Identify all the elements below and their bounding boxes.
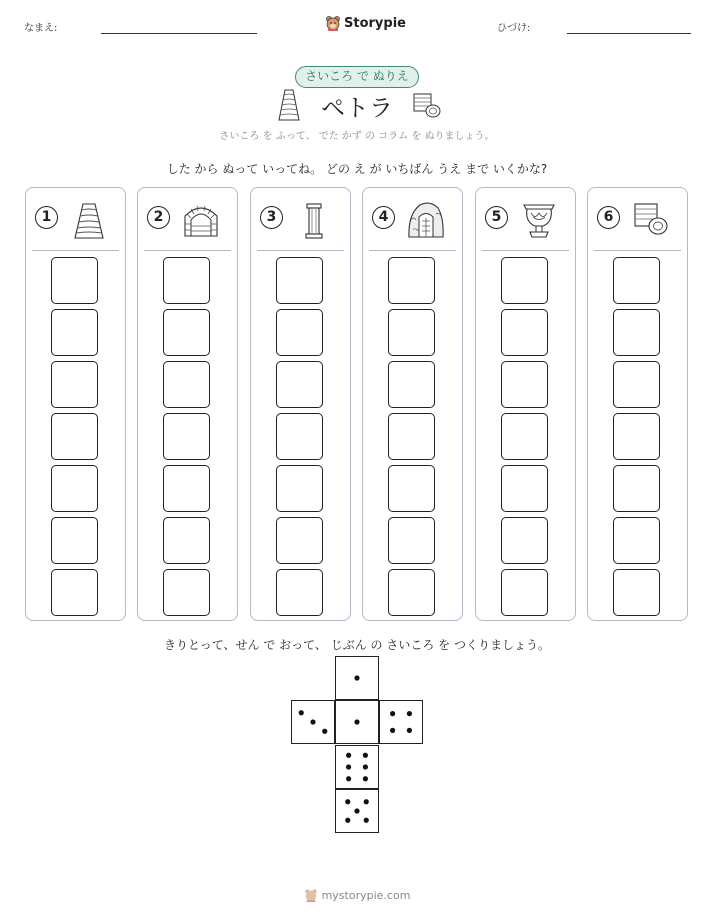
date-line[interactable]	[567, 33, 691, 34]
footer	[0, 888, 714, 902]
dice-pip	[346, 753, 351, 758]
dice-pip	[299, 710, 304, 715]
coloring-cell[interactable]	[51, 309, 98, 356]
dice-pip	[346, 776, 351, 781]
urn-icon	[519, 200, 559, 240]
coloring-cell[interactable]	[613, 413, 660, 460]
column-divider	[257, 250, 344, 251]
fallen-column-icon	[412, 92, 442, 120]
dice-face	[335, 789, 379, 833]
brand-logo	[325, 13, 406, 33]
coloring-cell[interactable]	[388, 569, 435, 616]
coloring-cell[interactable]	[613, 465, 660, 512]
bear-mascot-icon	[304, 888, 318, 902]
column-number: 2	[147, 206, 170, 229]
coloring-cell[interactable]	[276, 465, 323, 512]
column-number: 4	[372, 206, 395, 229]
coloring-cell[interactable]	[51, 465, 98, 512]
subtitle: さいころ を ふって、 でた かず の コラム を ぬりましょう。	[219, 131, 495, 142]
dice-pips-4	[380, 701, 422, 743]
dice-pip	[390, 728, 395, 733]
column-number: 3	[260, 206, 283, 229]
dice-pip	[363, 753, 368, 758]
dice-pip	[354, 719, 359, 724]
brand-name: Storypie	[344, 15, 406, 31]
dice-pip	[363, 764, 368, 769]
column-divider	[369, 250, 456, 251]
dice-pip	[345, 818, 350, 823]
coloring-cell[interactable]	[163, 257, 210, 304]
date-label: ひづけ:	[497, 23, 531, 34]
column-divider	[594, 250, 681, 251]
fallen-column-icon	[631, 200, 671, 240]
coloring-cell[interactable]	[613, 257, 660, 304]
dice-pip	[346, 764, 351, 769]
coloring-cell[interactable]	[501, 517, 548, 564]
dice-pip	[322, 729, 327, 734]
coloring-cell[interactable]	[501, 309, 548, 356]
dice-column-4	[362, 187, 463, 621]
column-number: 6	[597, 206, 620, 229]
dice-column-1	[25, 187, 126, 621]
coloring-cell[interactable]	[276, 309, 323, 356]
coloring-cell[interactable]	[163, 465, 210, 512]
instruction: した から ぬって いってね。 どの え が いちばん うえ まで いくかな?	[166, 162, 548, 176]
name-label: なまえ:	[24, 23, 58, 34]
coloring-cell[interactable]	[613, 517, 660, 564]
treasury-icon	[69, 200, 109, 240]
dice-pip	[354, 675, 359, 680]
arch-gate-icon	[181, 200, 221, 240]
dice-face	[335, 700, 379, 744]
coloring-cell[interactable]	[276, 413, 323, 460]
dice-pip	[310, 719, 315, 724]
dice-pips-1	[336, 701, 378, 743]
dice-face	[379, 700, 423, 744]
dice-pip	[345, 799, 350, 804]
dice-pips-6	[336, 746, 378, 788]
column-number: 1	[35, 206, 58, 229]
dice-pip	[363, 776, 368, 781]
dice-pips-3	[292, 701, 334, 743]
column-number: 5	[485, 206, 508, 229]
bear-mascot-icon	[325, 15, 341, 31]
dice-pip	[407, 711, 412, 716]
coloring-cell[interactable]	[163, 309, 210, 356]
dice-pip	[364, 799, 369, 804]
activity-badge: さいころ で ぬりえ	[295, 66, 419, 88]
coloring-cell[interactable]	[163, 517, 210, 564]
coloring-cell[interactable]	[388, 465, 435, 512]
coloring-cell[interactable]	[276, 361, 323, 408]
dice-instruction: きりとって、せん で おって、 じぶん の さいころ を つくりましょう。	[164, 638, 550, 652]
dice-column-2	[137, 187, 238, 621]
dice-column-5	[475, 187, 576, 621]
dice-pip	[390, 711, 395, 716]
coloring-cell[interactable]	[501, 569, 548, 616]
dice-face	[335, 656, 379, 700]
coloring-cell[interactable]	[51, 569, 98, 616]
coloring-cell[interactable]	[501, 257, 548, 304]
dice-face	[335, 745, 379, 789]
coloring-cell[interactable]	[163, 361, 210, 408]
name-line[interactable]	[101, 33, 257, 34]
coloring-cell[interactable]	[51, 361, 98, 408]
coloring-cell[interactable]	[163, 413, 210, 460]
coloring-cell[interactable]	[501, 413, 548, 460]
column-divider	[144, 250, 231, 251]
column-divider	[32, 250, 119, 251]
dice-face	[291, 700, 335, 744]
coloring-cell[interactable]	[501, 465, 548, 512]
coloring-cell[interactable]	[276, 517, 323, 564]
column-divider	[482, 250, 569, 251]
dice-column-6	[587, 187, 688, 621]
coloring-cell[interactable]	[388, 309, 435, 356]
coloring-cell[interactable]	[276, 569, 323, 616]
coloring-cell[interactable]	[388, 361, 435, 408]
coloring-cell[interactable]	[163, 569, 210, 616]
rock-tomb-icon	[406, 200, 446, 240]
coloring-cell[interactable]	[501, 361, 548, 408]
dice-pip	[407, 728, 412, 733]
coloring-cell[interactable]	[51, 413, 98, 460]
page-title: ペトラ	[321, 94, 393, 122]
column-pillar-icon	[294, 200, 334, 240]
dice-pip	[354, 808, 359, 813]
coloring-cell[interactable]	[51, 517, 98, 564]
dice-pips-5	[336, 790, 378, 832]
coloring-cell[interactable]	[388, 257, 435, 304]
coloring-cell[interactable]	[388, 413, 435, 460]
footer-url[interactable]: mystorypie.com	[321, 888, 411, 902]
coloring-cell[interactable]	[613, 361, 660, 408]
coloring-cell[interactable]	[613, 569, 660, 616]
coloring-cell[interactable]	[51, 257, 98, 304]
coloring-cell[interactable]	[388, 517, 435, 564]
treasury-icon	[277, 88, 301, 122]
coloring-cell[interactable]	[276, 257, 323, 304]
coloring-cell[interactable]	[613, 309, 660, 356]
dice-pip	[364, 818, 369, 823]
dice-pips-1	[336, 657, 378, 699]
dice-column-3	[250, 187, 351, 621]
